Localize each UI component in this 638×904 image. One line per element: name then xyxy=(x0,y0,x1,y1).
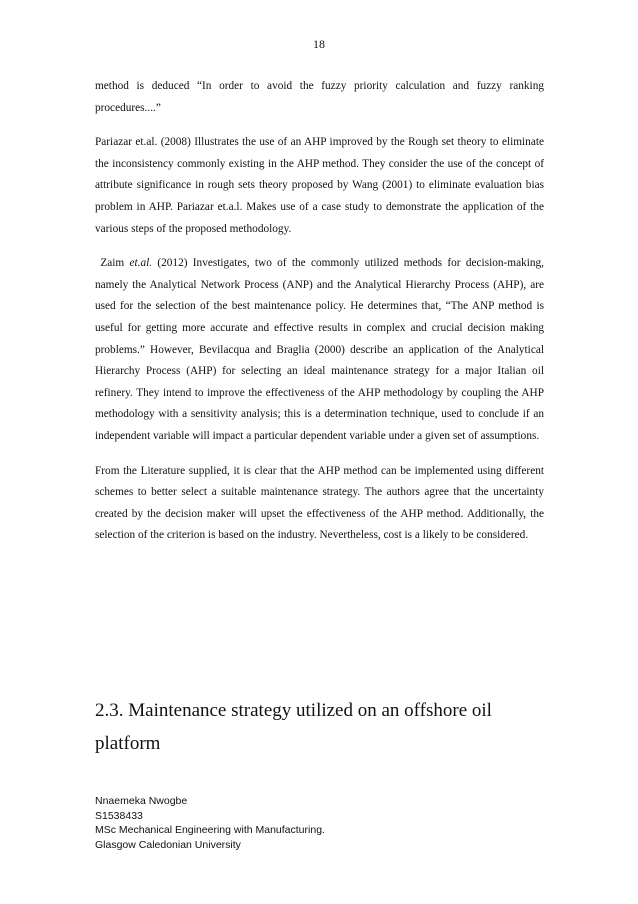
footer xyxy=(95,794,325,852)
citation-author: Zaim xyxy=(100,257,125,270)
paragraph-3 xyxy=(95,253,544,447)
section-heading: 2.3. Maintenance strategy utilized on an offshore oil platform xyxy=(95,700,492,754)
citation-etal: et.al. xyxy=(129,257,153,270)
footer-author-name: Nnaemeka Nwogbe xyxy=(95,795,188,807)
paragraph-4: From the Literature supplied, it is clear that the AHP method can be implemented using different schemes to better select a suitable maintenance strategy. The authors agree that the uncertainty created by the decision maker will upset the effectiveness of the AHP method. Additionally, the selection of the criterion is based on the industry. Nevertheless, cost is a likely to be considered. xyxy=(95,464,544,542)
page-number: 18 xyxy=(313,37,325,51)
footer-programme: MSc Mechanical Engineering with Manufacturing. xyxy=(95,824,325,836)
body-text xyxy=(95,76,544,560)
paragraph-3-text: (2012) Investigates, two of the commonly utilized methods for decision-making, namely the Analytical Network Process (ANP) and the Analytical Hierarchy Process (AHP), are used for the selection of the best maintenance policy. He determines that, “The ANP method is useful for getting more accurate and effective results in complex and crucial decision making problems.” However, Bevilacqua and Braglia (2000) describe an application of the Analytical Hierarchy Process (AHP) for selecting an ideal maintenance strategy for a major Italian oil refinery. They intend to improve the effectiveness of the AHP methodology by coupling the AHP methodology with a sensitivity analysis; this is a determination technique, used to conclude if an independent variable will impact a particular dependent variable under a given set of assumptions. xyxy=(95,257,544,442)
footer-university: Glasgow Caledonian University xyxy=(95,838,241,851)
paragraph-1: method is deduced “In order to avoid the fuzzy priority calculation and fuzzy ranking procedures....” xyxy=(95,80,544,114)
footer-student-id: S1538433 xyxy=(95,809,143,822)
paragraph-2: Pariazar et.al. (2008) Illustrates the use of an AHP improved by the Rough set theory to eliminate the inconsistency commonly existing in the AHP method. They consider the use of the concept of attribute significance in rough sets theory proposed by Wang (2001) to eliminate evaluation bias problem in AHP. Pariazar et.a.l. Makes use of a case study to demonstrate the application of the various steps of the proposed methodology. xyxy=(95,136,544,235)
